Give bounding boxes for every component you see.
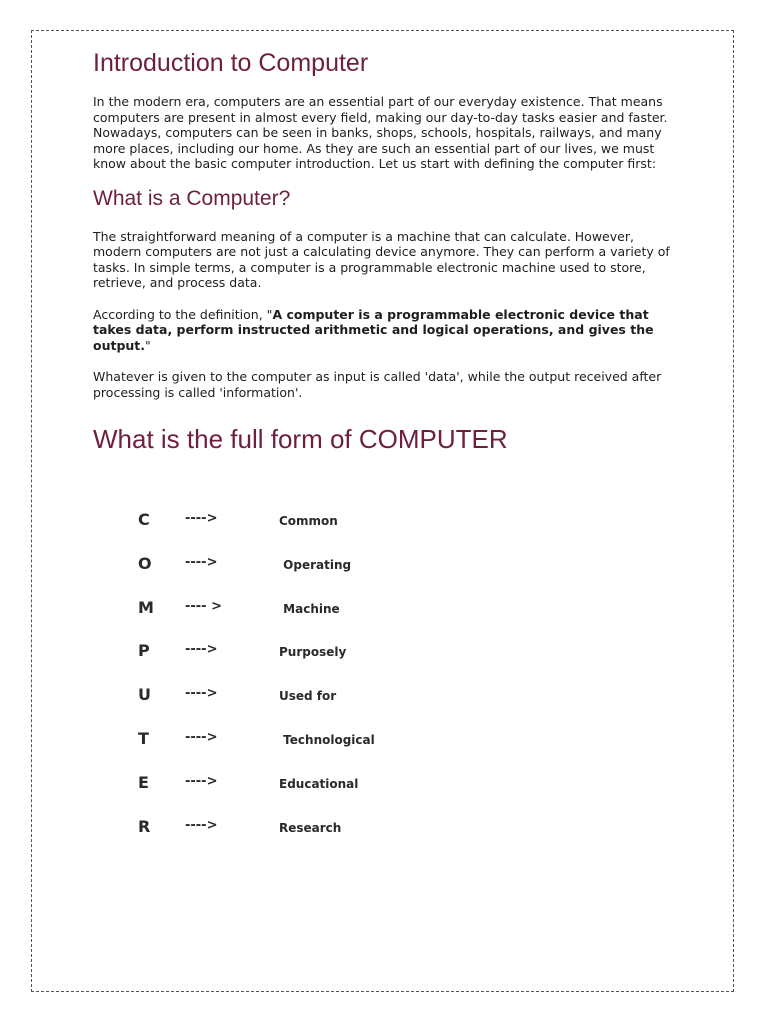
acronym-list	[138, 508, 438, 858]
acronym-word: Purposely	[279, 645, 347, 660]
acronym-word: Operating	[279, 557, 352, 572]
acronym-row	[138, 815, 438, 859]
acronym-arrow: ---->	[185, 729, 218, 745]
acronym-letter: U	[138, 685, 151, 705]
intro-paragraph: In the modern era, computers are an essential part of our everyday existence. That means computers are present in almost every field, making our day-to-day tasks easier and faster. Nowadays, computers can be seen in banks, shops, schools, hospitals, railways, and many more places, including our home. As they are such an essential part of our lives, we must know about the basic computer introduction. Let us start with defining the computer first:	[93, 94, 668, 171]
section-heading-full-form: What is the full form of COMPUTER	[93, 424, 508, 454]
acronym-letter: M	[138, 597, 154, 617]
definition-quote: A computer is a programmable electronic device that takes data, perform instructed arithmetic and logical operations, and gives the output.	[93, 306, 654, 353]
acronym-arrow: ---- >	[185, 598, 223, 614]
acronym-row	[138, 508, 438, 552]
acronym-letter: P	[138, 641, 150, 661]
acronym-arrow: ---->	[185, 511, 218, 526]
acronym-letter: O	[138, 553, 152, 573]
document-content	[93, 46, 683, 456]
acronym-word: Research	[279, 820, 342, 835]
acronym-word: Used for	[279, 689, 337, 704]
acronym-letter: T	[138, 728, 149, 748]
acronym-row	[138, 771, 438, 815]
data-information-paragraph: Whatever is given to the computer as input is called 'data', while the output received after processing is called 'information'.	[93, 369, 662, 400]
acronym-word: Technological	[279, 732, 375, 747]
acronym-row	[138, 727, 438, 771]
acronym-word: Common	[279, 514, 338, 528]
acronym-row	[138, 552, 438, 596]
acronym-row	[138, 639, 438, 683]
definition-paragraph	[93, 307, 683, 354]
what-is-paragraph: The straightforward meaning of a computer is a machine that can calculate. However, modern computers are not just a calculating device anymore. They can perform a variety of tasks. In simple terms, a computer is a programmable electronic machine used to store, retrieve, and process data.	[93, 228, 670, 290]
acronym-letter: C	[138, 510, 150, 529]
definition-suffix: "	[145, 337, 151, 353]
acronym-row	[138, 683, 438, 727]
acronym-arrow: ---->	[185, 773, 218, 789]
acronym-word: Educational	[279, 776, 359, 791]
acronym-letter: E	[138, 772, 149, 792]
section-heading-what-is-computer: What is a Computer?	[93, 186, 291, 210]
acronym-arrow: ---->	[185, 642, 218, 658]
acronym-word: Machine	[279, 601, 340, 616]
page-title: Introduction to Computer	[93, 49, 369, 77]
definition-prefix: According to the definition, "	[93, 306, 273, 322]
acronym-arrow: ---->	[185, 554, 218, 570]
acronym-letter: R	[138, 816, 151, 836]
acronym-arrow: ---->	[185, 817, 218, 833]
acronym-arrow: ---->	[185, 686, 218, 702]
acronym-row	[138, 596, 438, 640]
